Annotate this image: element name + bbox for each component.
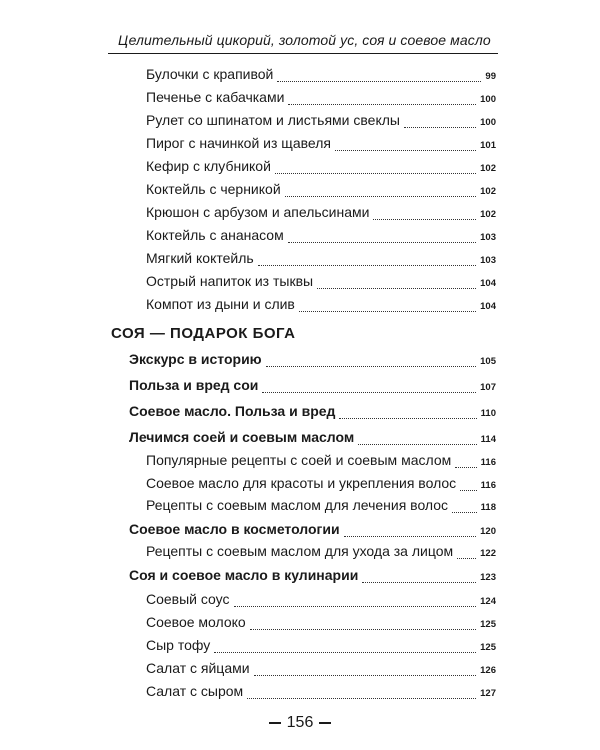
toc-entry-title: Коктейль с ананасом <box>146 227 284 243</box>
toc-entry-title: Соевое масло в косметологии <box>129 521 340 537</box>
leader-dots <box>285 195 477 197</box>
toc-entry-title: Соевое масло для красоты и укрепления волос <box>146 475 457 491</box>
toc-entry <box>146 158 496 178</box>
leader-dots <box>247 697 476 699</box>
toc-entry <box>146 637 496 657</box>
toc-entry-page: 102 <box>480 186 496 197</box>
toc-entry <box>146 66 496 86</box>
toc-entry <box>146 452 496 472</box>
toc-chapter-entry <box>129 429 496 449</box>
toc-entry-page: 99 <box>485 71 496 82</box>
leader-dots <box>455 466 476 468</box>
toc-entry-page: 124 <box>480 596 496 607</box>
toc-entry-title: Соя и соевое масло в кулинарии <box>129 567 359 583</box>
toc-entry-page: 103 <box>480 255 496 266</box>
toc-entry-page: 118 <box>480 502 496 513</box>
toc-entry <box>146 181 496 201</box>
toc-entry-title: Экскурс в историю <box>129 351 262 367</box>
leader-dots <box>457 557 476 559</box>
leader-dots <box>254 674 477 676</box>
toc-entry <box>146 543 496 563</box>
toc-entry-page: 125 <box>480 642 496 653</box>
leader-dots <box>250 628 476 630</box>
leader-dots <box>373 218 476 220</box>
header-divider <box>108 53 498 54</box>
toc-entry-page: 105 <box>480 356 496 367</box>
toc-entry-title: Компот из дыни и слив <box>146 296 295 312</box>
footer-dash-right <box>319 722 331 724</box>
toc-entry-title: Печенье с кабачками <box>146 89 285 105</box>
toc-entry-page: 114 <box>480 434 496 445</box>
toc-entry-title: Рецепты с соевым маслом для ухода за лицом <box>146 543 454 559</box>
page-number: 156 <box>286 714 314 731</box>
toc-entry-title: Соевое масло. Польза и вред <box>129 403 336 419</box>
toc-entry-page: 126 <box>480 665 496 676</box>
toc-entry-title: Польза и вред сои <box>129 377 259 393</box>
toc-entry-title: Мягкий коктейль <box>146 250 254 266</box>
toc-entry-page: 110 <box>480 408 496 419</box>
toc-entry <box>146 250 496 270</box>
toc-entry-page: 104 <box>480 301 496 312</box>
toc-entry <box>146 89 496 109</box>
toc-entry-title: Булочки с крапивой <box>146 66 274 82</box>
toc-entry-title: Салат с сыром <box>146 683 244 699</box>
toc-entry <box>146 296 496 316</box>
toc-chapter-entry <box>129 521 496 541</box>
leader-dots <box>344 535 477 537</box>
toc-entry-page: 122 <box>480 548 496 559</box>
toc-entry-page: 102 <box>480 163 496 174</box>
toc-entry-title: Кефир с клубникой <box>146 158 271 174</box>
toc-entry-title: Сыр тофу <box>146 637 211 653</box>
page-footer <box>0 714 600 732</box>
toc-chapter-entry <box>129 377 496 397</box>
toc-entry-title: Популярные рецепты с соей и соевым маслом <box>146 452 452 468</box>
toc-entry-title: Крюшон с арбузом и апельсинами <box>146 204 370 220</box>
toc-entry-page: 125 <box>480 619 496 630</box>
footer-dash-left <box>269 722 281 724</box>
leader-dots <box>299 310 476 312</box>
toc-entry <box>146 135 496 155</box>
leader-dots <box>404 126 476 128</box>
leader-dots <box>358 443 476 445</box>
leader-dots <box>262 391 476 393</box>
toc-entry-title: Рулет со шпинатом и листьями свеклы <box>146 112 400 128</box>
leader-dots <box>277 80 481 82</box>
toc-entry <box>146 204 496 224</box>
toc-entry-title: Салат с яйцами <box>146 660 250 676</box>
leader-dots <box>258 264 476 266</box>
toc-entry-title: Лечимся соей и соевым маслом <box>129 429 355 445</box>
toc-entry <box>146 683 496 703</box>
toc-chapter-entry <box>129 351 496 371</box>
toc-entry-page: 116 <box>480 480 496 491</box>
leader-dots <box>362 581 476 583</box>
toc-entry-page: 104 <box>480 278 496 289</box>
toc-entry-title: Острый напиток из тыквы <box>146 273 314 289</box>
toc-entry-page: 100 <box>480 94 496 105</box>
leader-dots <box>335 149 476 151</box>
toc-entry-title: Коктейль с черникой <box>146 181 281 197</box>
toc-entry-page: 101 <box>480 140 496 151</box>
toc-entry-title: Соевое молоко <box>146 614 246 630</box>
leader-dots <box>275 172 476 174</box>
toc-chapter-entry <box>129 403 496 423</box>
section-heading: СОЯ — ПОДАРОК БОГА <box>111 325 296 342</box>
leader-dots <box>317 287 476 289</box>
toc-entry <box>146 273 496 293</box>
leader-dots <box>460 489 476 491</box>
toc-entry-page: 123 <box>480 572 496 583</box>
toc-entry-page: 120 <box>480 526 496 537</box>
toc-entry <box>146 614 496 634</box>
toc-entry <box>146 475 496 495</box>
toc-entry-page: 102 <box>480 209 496 220</box>
leader-dots <box>266 365 477 367</box>
toc-entry <box>146 227 496 247</box>
leader-dots <box>288 103 476 105</box>
toc-entry <box>146 112 496 132</box>
toc-entry-title: Рецепты с соевым маслом для лечения волос <box>146 497 449 513</box>
toc-entry-page: 103 <box>480 232 496 243</box>
toc-chapter-entry <box>129 567 496 587</box>
toc-entry-page: 100 <box>480 117 496 128</box>
leader-dots <box>339 417 476 419</box>
leader-dots <box>288 241 476 243</box>
toc-entry <box>146 591 496 611</box>
toc-entry-title: Соевый соус <box>146 591 230 607</box>
toc-entry <box>146 660 496 680</box>
toc-entry-page: 127 <box>480 688 496 699</box>
toc-entry-title: Пирог с начинкой из щавеля <box>146 135 331 151</box>
leader-dots <box>452 511 477 513</box>
toc-entry-page: 116 <box>480 457 496 468</box>
toc-entry <box>146 497 496 517</box>
leader-dots <box>234 605 477 607</box>
running-header: Целительный цикорий, золотой ус, соя и соевое масло <box>118 32 491 48</box>
leader-dots <box>214 651 476 653</box>
toc-entry-page: 107 <box>480 382 496 393</box>
